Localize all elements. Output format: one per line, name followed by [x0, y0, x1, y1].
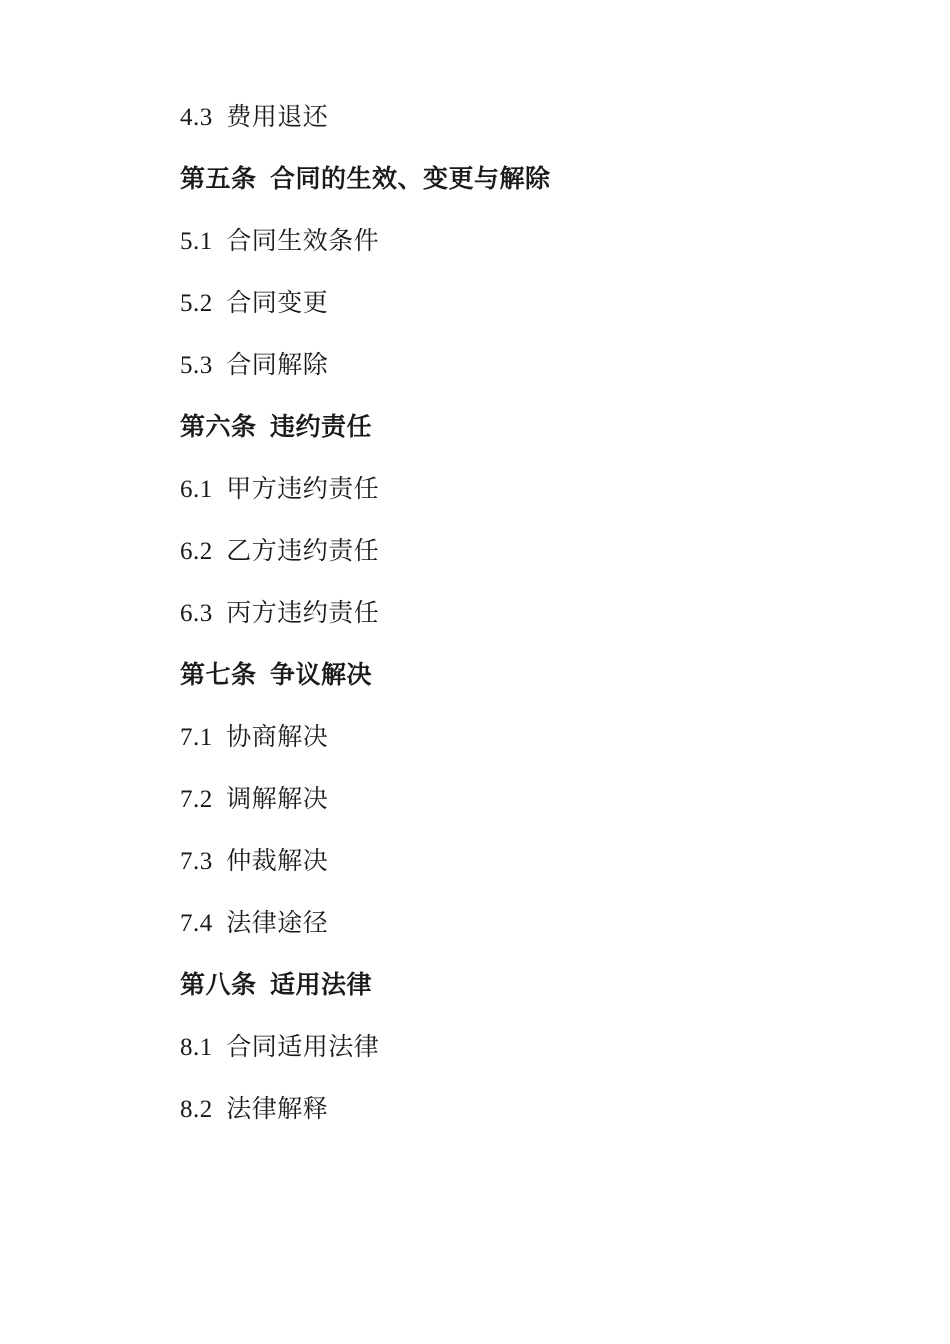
section-heading: 第五条 合同的生效、变更与解除 [180, 166, 551, 193]
section-subitem: 5.3 合同解除 [180, 352, 329, 379]
section-subitem: 7.3 仲裁解决 [180, 848, 329, 875]
document-content [180, 105, 800, 1122]
section-subitem: 8.2 法律解释 [180, 1096, 329, 1123]
section-subitem: 6.1 甲方违约责任 [180, 476, 380, 503]
section-heading: 第六条 违约责任 [180, 414, 373, 441]
section-subitem: 5.1 合同生效条件 [180, 228, 380, 255]
section-subitem: 8.1 合同适用法律 [180, 1034, 380, 1061]
section-subitem: 4.3 费用退还 [180, 104, 329, 131]
section-subitem: 6.2 乙方违约责任 [180, 538, 380, 565]
section-subitem: 7.2 调解解决 [180, 786, 329, 813]
section-subitem: 6.3 丙方违约责任 [180, 600, 380, 627]
section-subitem: 5.2 合同变更 [180, 290, 329, 317]
section-subitem: 7.4 法律途径 [180, 910, 329, 937]
section-subitem: 7.1 协商解决 [180, 724, 329, 751]
section-heading: 第八条 适用法律 [180, 972, 373, 999]
section-heading: 第七条 争议解决 [180, 662, 373, 689]
